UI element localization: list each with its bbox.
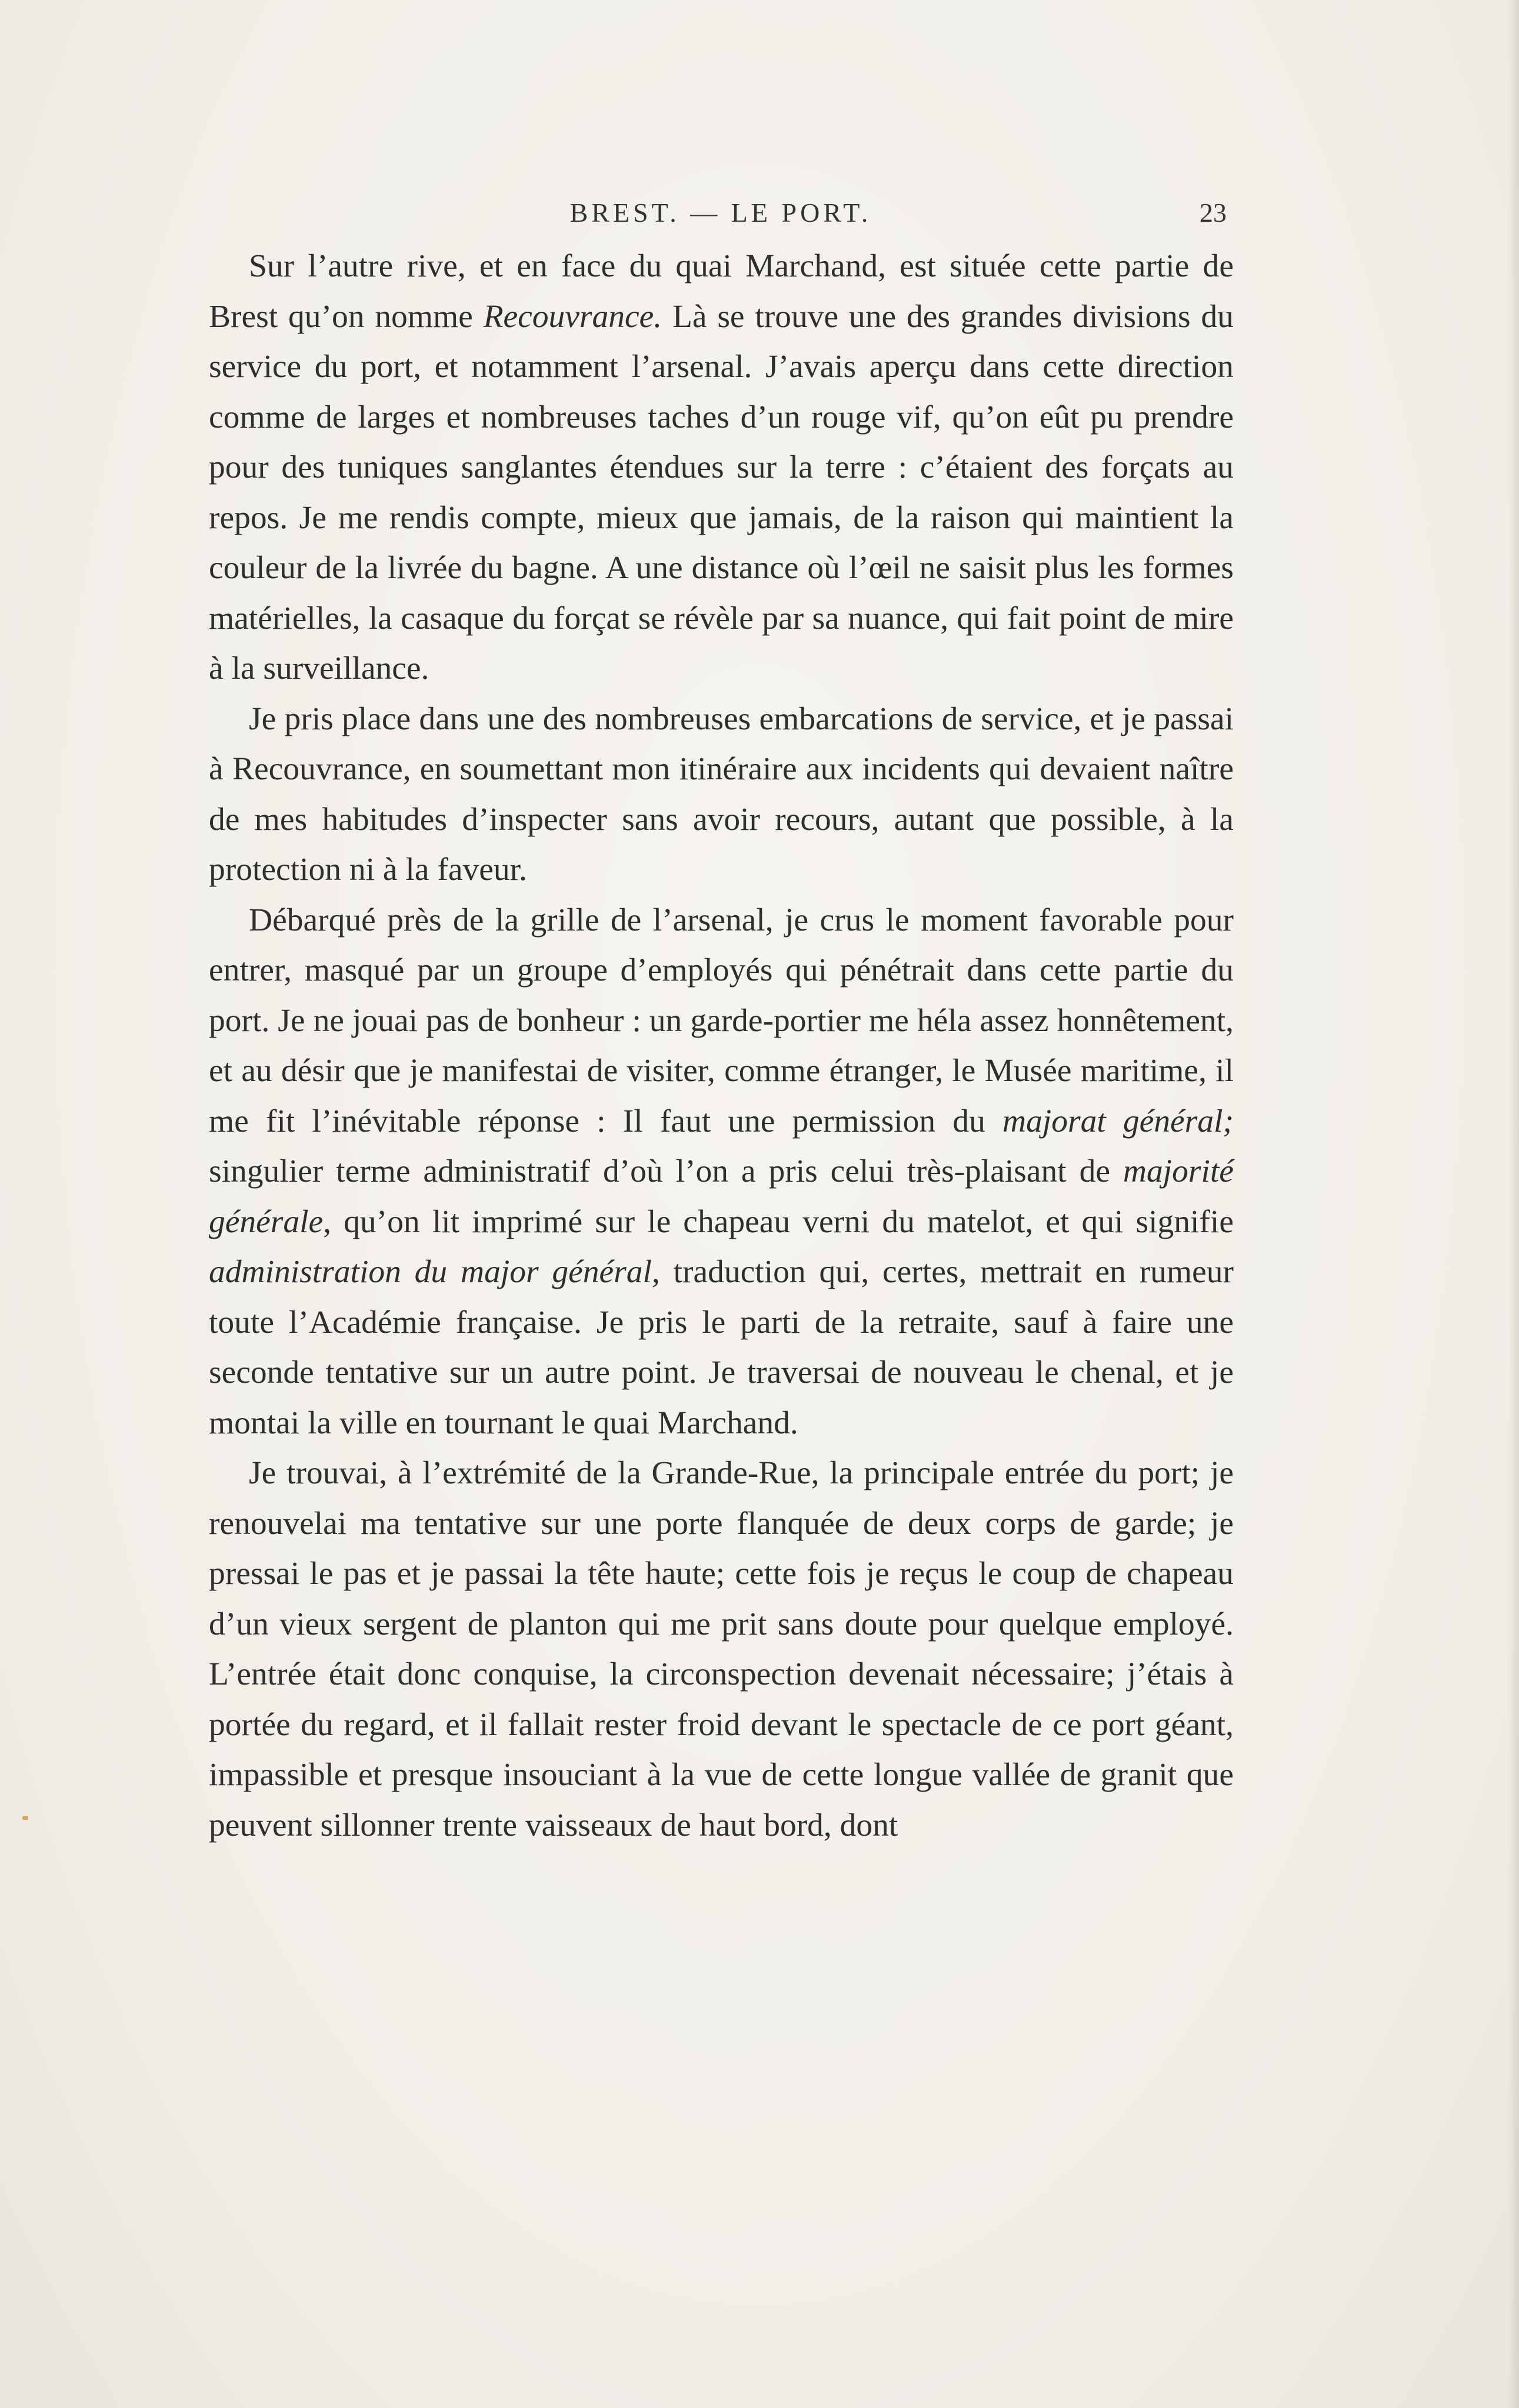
running-head xyxy=(209,191,1232,232)
paragraph-3-text-a: Débarqué près de la grille de l’arsenal, je crus le moment favorable pour entrer, masqué par un groupe d’employés qui pénétrait dans cette partie du port. Je ne jouai pas de bonheur : un garde-portier me héla assez honnêtement, et au désir que je manifestai de visiter, comme étranger, le Musée maritime, il me fit l’inévitable réponse : Il faut une permission du xyxy=(209,902,1234,1139)
paragraph-1-text-b: Là se trouve une des grandes divisions du service du port, et notamment l’arsenal. J’avais aperçu dans cette direction comme de larges et nombreuses taches d’un rouge vif, qu’on eût pu prendre pour des tuniques sanglantes étendues sur la terre : c’étaient des forçats au repos. Je me rendis compte, mieux que jamais, de la raison qui maintient la couleur de la livrée du bagne. A une distance où l’œil ne saisit plus les formes matérielles, la casaque du forçat se révèle par sa nuance, qui fait point de mire à la surveillance. xyxy=(209,298,1234,686)
page-number: 23 xyxy=(1200,198,1227,228)
paragraph-1 xyxy=(209,241,1234,694)
paragraph-3-text-b: singulier terme administratif d’où l’on a pris celui très-plaisant de xyxy=(209,1153,1123,1189)
paragraph-3-italic-majorat: majorat général; xyxy=(1002,1103,1234,1139)
body-text xyxy=(209,241,1234,1850)
paragraph-3-italic-administration: administration du major général, xyxy=(209,1254,660,1290)
paragraph-1-text-a: Sur l’autre rive, et en face du quai Marchand, est située cette partie de Brest qu’on nomme xyxy=(209,248,1234,335)
paragraph-1-italic-recouvrance: Recouvrance. xyxy=(483,298,662,335)
paragraph-3 xyxy=(209,895,1234,1449)
paragraph-4: Je trouvai, à l’extrémité de la Grande-Rue, la principale entrée du port; je renouvelai ma tentative sur une porte flanquée de deux corps de garde; je pressai le pas et je passai la tête haute; cette fois je reçus le coup de chapeau d’un vieux sergent de planton qui me prit sans doute pour quelque employé. L’entrée était donc conquise, la circonspection devenait nécessaire; j’étais à portée du regard, et il fallait rester froid devant le spectacle de ce port géant, impassible et presque insouciant à la vue de cette longue vallée de granit que peuvent sillonner trente vaisseaux de haut bord, dont xyxy=(209,1455,1234,1843)
paragraph-3-italic-majorite: majorité générale xyxy=(209,1153,1234,1240)
margin-mark xyxy=(22,1816,28,1820)
running-title: BREST. — LE PORT. xyxy=(569,198,872,228)
paragraph-3-text-d: traduction qui, certes, mettrait en rumeur toute l’Académie française. Je pris le parti de la retraite, sauf à faire une seconde tentative sur un autre point. Je traversai de nouveau le chenal, et je montai la ville en tournant le quai Marchand. xyxy=(209,1254,1234,1441)
paragraph-3-text-c: , qu’on lit imprimé sur le chapeau verni du matelot, et qui signifie xyxy=(323,1203,1234,1240)
paragraph-2: Je pris place dans une des nombreuses embarcations de service, et je passai à Recouvrance, en soumettant mon itinéraire aux incidents qui devaient naître de mes habitudes d’inspecter sans avoir recours, autant que possible, à la protection ni à la faveur. xyxy=(209,701,1234,888)
page-edge-shadow xyxy=(1508,0,1519,2408)
